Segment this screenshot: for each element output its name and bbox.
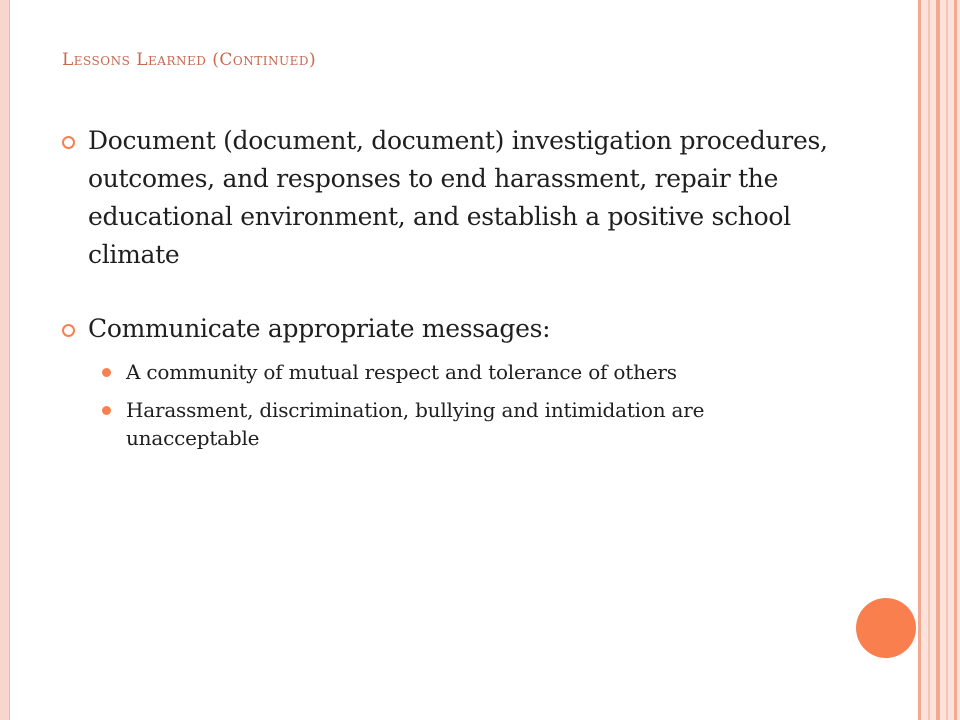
sub-bullet-item [84, 358, 842, 386]
frame-stripe [954, 0, 957, 720]
ring-bullet-icon [62, 136, 75, 149]
slide-title: Lessons Learned (Continued) [62, 50, 317, 70]
bullet-list [62, 122, 842, 462]
frame-stripe [946, 0, 948, 720]
frame-stripe [928, 0, 930, 720]
bullet-item [62, 310, 842, 452]
bullet-text: Document (document, document) investigation procedures, outcomes, and responses to end harassment, repair the educational environment, and establish a positive school climate [88, 126, 828, 269]
dot-bullet-icon [102, 406, 111, 415]
left-frame-border [0, 0, 10, 720]
frame-stripe [918, 0, 921, 720]
ring-bullet-icon [62, 324, 75, 337]
bullet-item [62, 122, 842, 274]
sub-bullet-text: Harassment, discrimination, bullying and intimidation are unacceptable [126, 398, 705, 450]
sub-bullet-list [84, 358, 842, 452]
dot-bullet-icon [102, 368, 111, 377]
frame-stripe [936, 0, 940, 720]
sub-bullet-item [84, 396, 842, 452]
sub-bullet-text: A community of mutual respect and tolerance of others [126, 360, 677, 384]
bullet-text: Communicate appropriate messages: [88, 314, 551, 343]
accent-circle [856, 598, 916, 658]
